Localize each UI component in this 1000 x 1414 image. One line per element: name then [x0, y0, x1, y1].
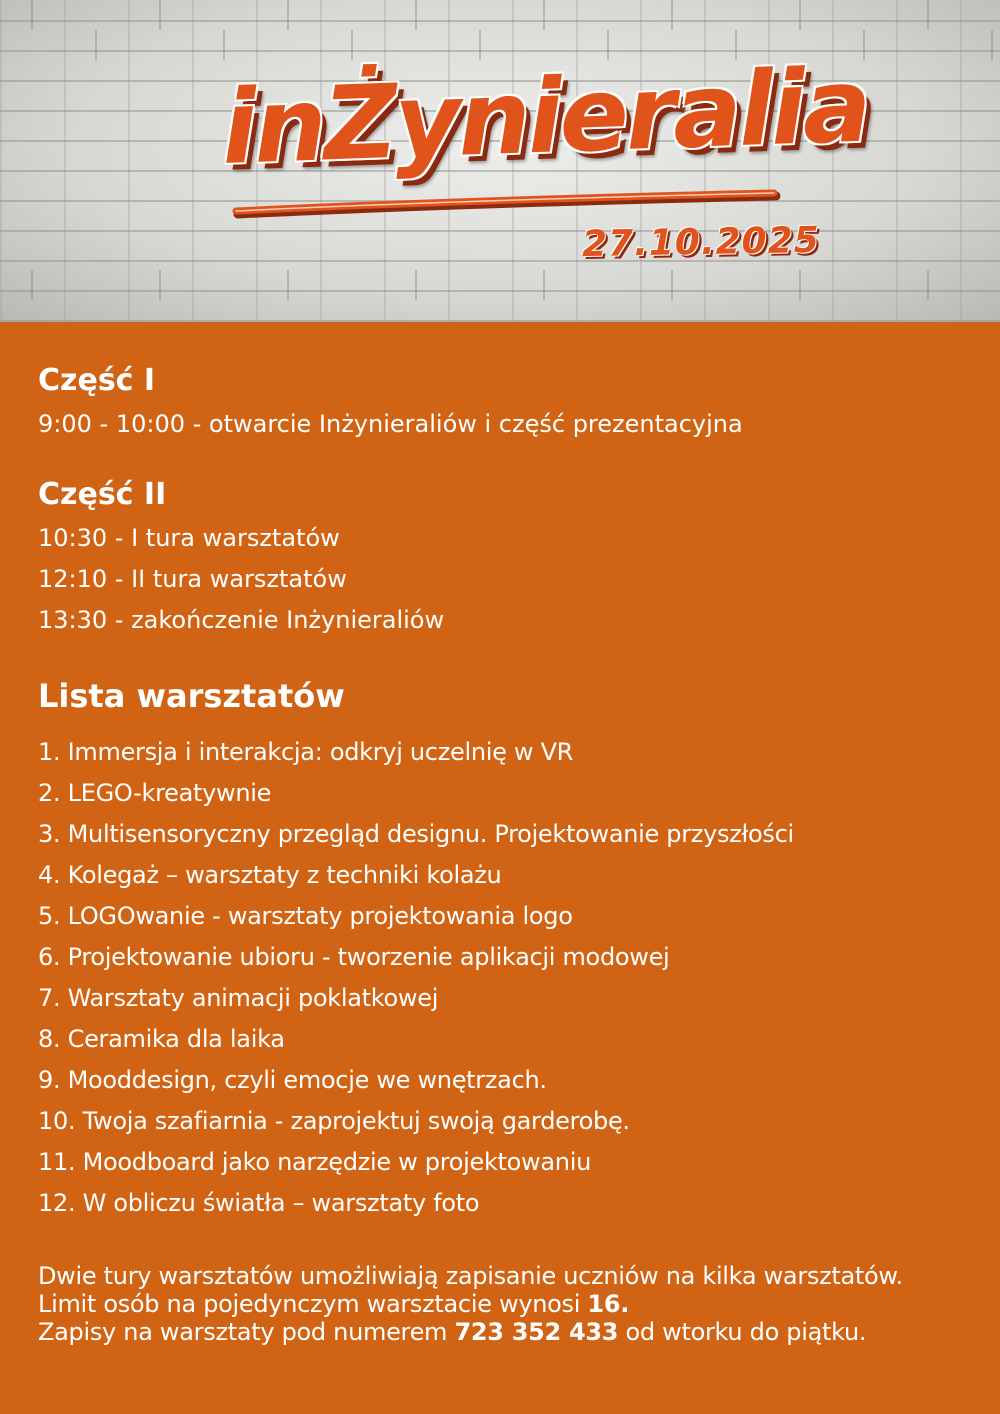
event-date: 27.10.2025	[581, 219, 821, 266]
part-1-title: Część I	[38, 363, 156, 398]
workshop-item: 10. Twoja szafiarnia - zaprojektuj swoją garderobę.	[38, 1107, 630, 1135]
limit-text: Limit osób na pojedynczym warsztacie wynosi	[38, 1290, 588, 1318]
part-2-line: 12:10 - II tura warsztatów	[38, 565, 347, 593]
limit-number: 16.	[587, 1290, 630, 1318]
workshop-item: 3. Multisensoryczny przegląd designu. Projektowanie przyszłości	[38, 820, 794, 848]
header-banner	[0, 0, 1000, 322]
workshop-item: 1. Immersja i interakcja: odkryj uczelnię w VR	[38, 738, 574, 766]
workshop-item: 8. Ceramika dla laika	[38, 1025, 285, 1053]
workshops-list	[38, 740, 1000, 1215]
part-2-line: 10:30 - I tura warsztatów	[38, 524, 340, 552]
info-line-2	[38, 1292, 1000, 1316]
part-2-line: 13:30 - zakończenie Inżynieraliów	[38, 606, 445, 634]
part-2-title: Część II	[38, 477, 167, 512]
workshop-item: 12. W obliczu światła – warsztaty foto	[38, 1189, 480, 1217]
info-line-1: Dwie tury warsztatów umożliwiają zapisanie uczniów na kilka warsztatów.	[38, 1262, 903, 1290]
part-1-line: 9:00 - 10:00 - otwarcie Inżynieraliów i część prezentacyjna	[38, 410, 743, 438]
workshop-item: 7. Warsztaty animacji poklatkowej	[38, 984, 439, 1012]
signup-days: od wtorku do piątku.	[618, 1318, 867, 1346]
phone-number: 723 352 433	[454, 1318, 619, 1346]
signup-text: Zapisy na warsztaty pod numerem	[38, 1318, 455, 1346]
workshops-title: Lista warsztatów	[38, 677, 345, 715]
workshop-item: 11. Moodboard jako narzędzie w projektowaniu	[38, 1148, 591, 1176]
program-content	[0, 322, 1000, 1344]
info-line-3	[38, 1320, 1000, 1344]
workshop-item: 9. Mooddesign, czyli emocje we wnętrzach.	[38, 1066, 547, 1094]
registration-info	[38, 1264, 1000, 1344]
logo-underline-swoosh	[0, 0, 1000, 322]
workshop-item: 5. LOGOwanie - warsztaty projektowania logo	[38, 902, 573, 930]
workshop-item: 2. LEGO-kreatywnie	[38, 779, 272, 807]
workshop-item: 4. Kolegaż – warsztaty z techniki kolażu	[38, 861, 502, 889]
event-logo: inŻynieralia	[219, 46, 871, 188]
workshop-item: 6. Projektowanie ubioru - tworzenie aplikacji modowej	[38, 943, 670, 971]
